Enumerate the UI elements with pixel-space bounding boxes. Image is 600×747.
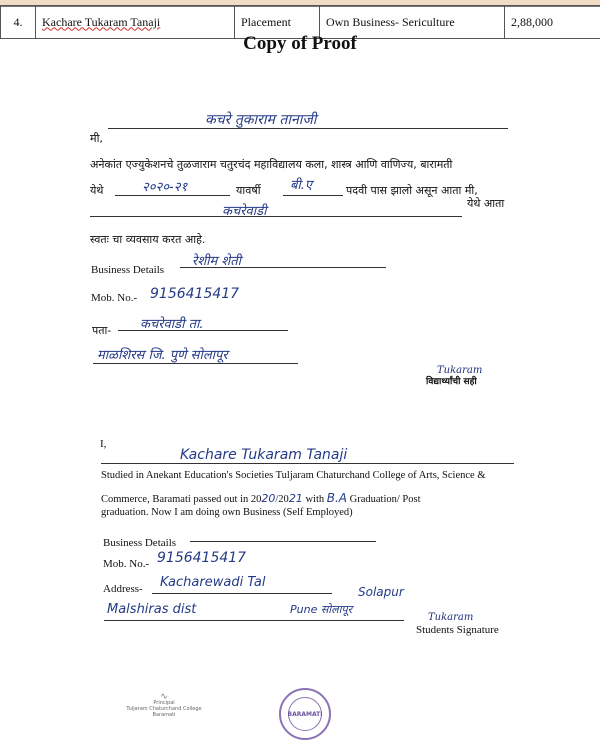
yethe-ata-label: येथे आता	[467, 197, 505, 210]
mr-mob-value: 9156415417	[150, 286, 240, 302]
year-value: २०२०-२१	[142, 180, 188, 195]
principal-college: Tuljaram Chaturchand College	[126, 706, 202, 712]
en-address-label: Address-	[103, 583, 143, 595]
mr-address-value1: कचरेवाडी ता.	[140, 317, 204, 332]
en-address-value3: Pune सोलापूर	[290, 603, 353, 616]
principal-line: Principal	[153, 700, 175, 706]
marathi-line1: अनेकांत एज्युकेशनचे तुळजाराम चतुरचंद महाविद्यालय कला, शास्त्र आणि वाणिज्य, बारामती	[90, 158, 453, 171]
row-number: 4.	[1, 6, 36, 39]
en-business-underline	[190, 541, 376, 542]
principal-seal	[118, 694, 210, 718]
description-cell: Own Business- Sericulture	[320, 6, 505, 39]
mr-student-sign-label: विद्यार्थ्यांची सही	[426, 377, 477, 387]
en-line1: Studied in Anekant Education's Societies Tuljaram Chaturchand College of Arts, Science &	[101, 470, 486, 481]
en-year-value1: 20	[261, 492, 276, 505]
en-year-value2: 21	[288, 492, 303, 505]
en-address-value4: Solapur	[358, 585, 404, 599]
en-name-value: Kachare Tukaram Tanaji	[180, 447, 348, 463]
en-business-label: Business Details	[103, 537, 177, 549]
year-underline	[115, 195, 230, 196]
mr-business-label: Business Details	[91, 264, 165, 276]
place-value: कचरेवाडी	[222, 204, 267, 219]
mi-label: मी,	[90, 132, 103, 145]
principal-signature-icon: ∿	[160, 692, 168, 702]
degree-underline	[283, 195, 343, 196]
en-mob-value: 9156415417	[157, 550, 247, 566]
yethe-label: येथे	[90, 184, 104, 197]
mr-address-label: पता-	[92, 324, 112, 337]
mi-value: कचरे तुकाराम तानाजी	[205, 112, 317, 128]
swata-text: स्वतः चा व्यवसाय करत आहे.	[90, 233, 206, 246]
mr-address-value2: माळशिरस जि. पुणे सोलापूर	[97, 348, 228, 363]
type-cell: Placement	[235, 6, 320, 39]
en-signature-mark: Tukaram	[428, 612, 474, 623]
students-signature-label: Students Signature	[416, 624, 499, 636]
en-i-label: I,	[100, 438, 107, 450]
en-line2-text: Commerce, Baramati passed out in	[101, 494, 249, 505]
en-year-prefix: 20	[250, 494, 262, 505]
en-address-value2: Malshiras dist	[107, 602, 197, 617]
en-name-underline	[101, 463, 514, 464]
en-with: with	[305, 494, 325, 505]
en-line2	[101, 491, 421, 505]
mr-address-underline2	[93, 363, 298, 364]
college-stamp-text: BARAMATI	[288, 697, 322, 731]
en-line3: graduation. Now I am doing own Business (Self Employed)	[101, 507, 353, 518]
en-mob-label: Mob. No.-	[103, 558, 150, 570]
mr-mob-label: Mob. No.-	[91, 292, 138, 304]
en-address-value1: Kacharewadi Tal	[160, 575, 266, 590]
en-grad-label: Graduation/ Post	[349, 494, 421, 505]
en-address-underline1	[152, 593, 332, 594]
mr-signature-mark: Tukaram	[437, 365, 483, 376]
en-year-sep: /20	[275, 494, 289, 505]
page-title: Copy of Proof	[243, 33, 357, 54]
yavarshi-label: यावर्षी	[236, 184, 261, 197]
en-grad-value: B.A	[326, 491, 347, 505]
student-name: Kachare Tukaram Tanaji	[42, 14, 161, 29]
padvi-text: पदवी पास झालो असून आता मी,	[346, 184, 478, 197]
college-stamp-icon	[279, 688, 331, 740]
degree-value: बी.ए	[290, 178, 313, 193]
en-address-underline2	[104, 620, 404, 621]
mr-business-value: रेशीम शेती	[192, 254, 242, 269]
amount-cell: 2,88,000	[505, 6, 600, 39]
principal-city: Baramati	[152, 712, 176, 718]
place-underline	[90, 216, 462, 217]
